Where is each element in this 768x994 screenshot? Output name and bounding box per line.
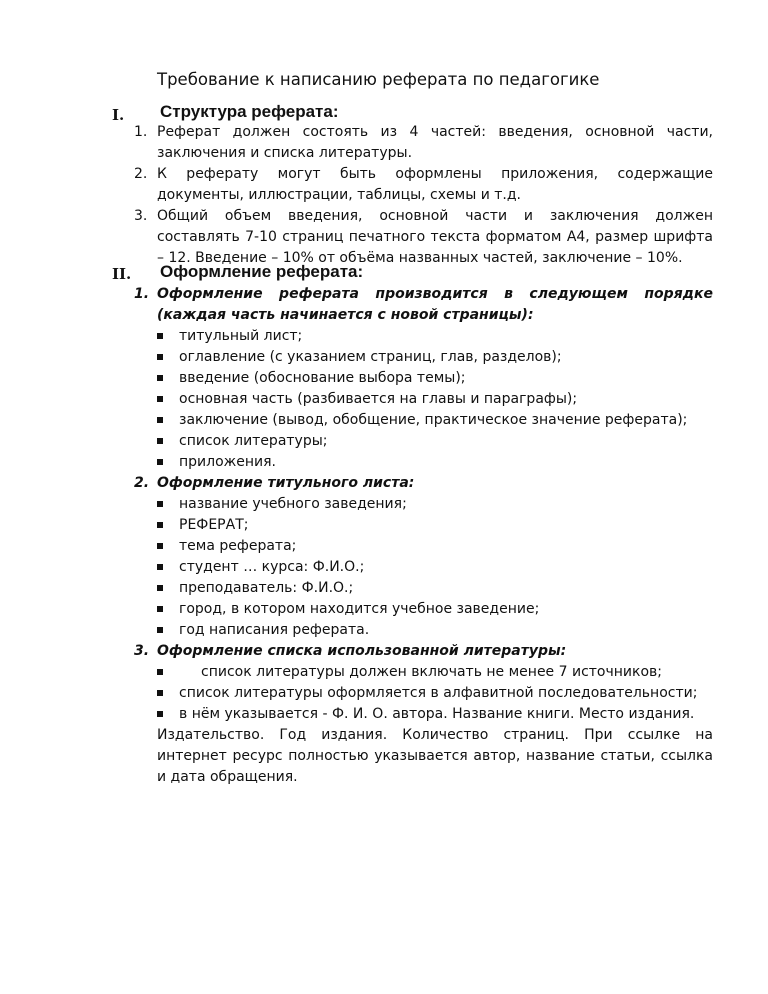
square-bullet-icon [157, 368, 167, 389]
list-item-text-line: документы, иллюстрации, таблицы, схемы и т.д. [157, 187, 521, 203]
square-bullet-icon [157, 389, 167, 410]
bullet-item [0, 410, 768, 431]
list-number: 2. [134, 475, 150, 491]
square-bullet-icon [157, 620, 167, 641]
bullet-text: приложения. [179, 454, 277, 470]
list-number: 3. [134, 643, 150, 659]
bullet-text: город, в котором находится учебное заведение; [179, 601, 540, 617]
square-bullet-icon [157, 347, 167, 368]
bullet-text: студент … курса: Ф.И.О.; [179, 559, 365, 575]
square-bullet-icon [157, 515, 167, 536]
bullet-item [0, 347, 768, 368]
list-item-text-line: Реферат должен состоять из 4 частей: введения, основной части, [157, 124, 713, 140]
bullet-item [0, 368, 768, 389]
section-1-heading: Структура реферата: [160, 102, 339, 121]
bullet-text: год написания реферата. [179, 622, 370, 638]
bullet-text: заключение (вывод, обобщение, практическое значение реферата); [179, 412, 688, 428]
list-item-text-line: составлять 7-10 страниц печатного текста форматом А4, размер шрифта [157, 229, 713, 245]
square-bullet-icon [157, 599, 167, 620]
list-item-text-line: – 12. Введение – 10% от объёма названных частей, заключение – 10%. [157, 250, 683, 266]
bullet-item [0, 494, 768, 515]
bullet-text: список литературы оформляется в алфавитной последовательности; [179, 685, 698, 701]
bullet-item [0, 452, 768, 473]
bullet-item [0, 662, 768, 683]
list-item-heading-line: Оформление реферата производится в следующем порядке [157, 286, 713, 302]
section-2-heading: Оформление реферата: [160, 262, 364, 281]
bullet-item [0, 326, 768, 347]
bullet-text: основная часть (разбивается на главы и параграфы); [179, 391, 578, 407]
bullet-item [0, 578, 768, 599]
bullet-item [0, 557, 768, 578]
square-bullet-icon [157, 452, 167, 473]
continuation-line: Издательство. Год издания. Количество страниц. При ссылке на [157, 727, 713, 743]
square-bullet-icon [157, 326, 167, 347]
list-number: 1. [134, 124, 148, 140]
bullet-item [0, 515, 768, 536]
bullet-text: список литературы; [179, 433, 328, 449]
bullet-text: оглавление (с указанием страниц, глав, разделов); [179, 349, 562, 365]
bullet-item [0, 704, 768, 725]
list-item-text-line: Общий объем введения, основной части и заключения должен [157, 208, 713, 224]
square-bullet-icon [157, 536, 167, 557]
bullet-item [0, 536, 768, 557]
list-item-heading-line: Оформление титульного листа: [157, 475, 415, 491]
square-bullet-icon [157, 494, 167, 515]
list-number: 1. [134, 286, 150, 302]
bullet-text: введение (обоснование выбора темы); [179, 370, 466, 386]
list-item-heading-line: (каждая часть начинается с новой страницы): [157, 307, 534, 323]
bullet-text: титульный лист; [179, 328, 303, 344]
bullet-text: тема реферата; [179, 538, 297, 554]
document-title: Требование к написанию реферата по педагогике [157, 70, 600, 89]
list-item-heading-line: Оформление списка использованной литературы: [157, 643, 567, 659]
square-bullet-icon [157, 662, 167, 683]
section-1-numeral: I. [112, 106, 125, 124]
bullet-item [0, 431, 768, 452]
bullet-item [0, 599, 768, 620]
square-bullet-icon [157, 557, 167, 578]
square-bullet-icon [157, 683, 167, 704]
square-bullet-icon [157, 578, 167, 599]
bullet-text: название учебного заведения; [179, 496, 407, 512]
bullet-item [0, 620, 768, 641]
bullet-text: РЕФЕРАТ; [179, 517, 249, 533]
bullet-text: в нём указывается - Ф. И. О. автора. Название книги. Место издания. [179, 706, 695, 722]
bullet-text: преподаватель: Ф.И.О.; [179, 580, 354, 596]
list-number: 3. [134, 208, 148, 224]
bullet-item [0, 389, 768, 410]
list-number: 2. [134, 166, 148, 182]
square-bullet-icon [157, 704, 167, 725]
continuation-line: и дата обращения. [157, 769, 298, 785]
square-bullet-icon [157, 431, 167, 452]
section-2-numeral: II. [112, 265, 132, 283]
list-item-text-line: К реферату могут быть оформлены приложения, содержащие [157, 166, 713, 182]
continuation-line: интернет ресурс полностью указывается автор, название статьи, ссылка [157, 748, 713, 764]
square-bullet-icon [157, 410, 167, 431]
list-item-text-line: заключения и списка литературы. [157, 145, 413, 161]
bullet-text: список литературы должен включать не менее 7 источников; [201, 664, 663, 680]
bullet-item [0, 683, 768, 704]
